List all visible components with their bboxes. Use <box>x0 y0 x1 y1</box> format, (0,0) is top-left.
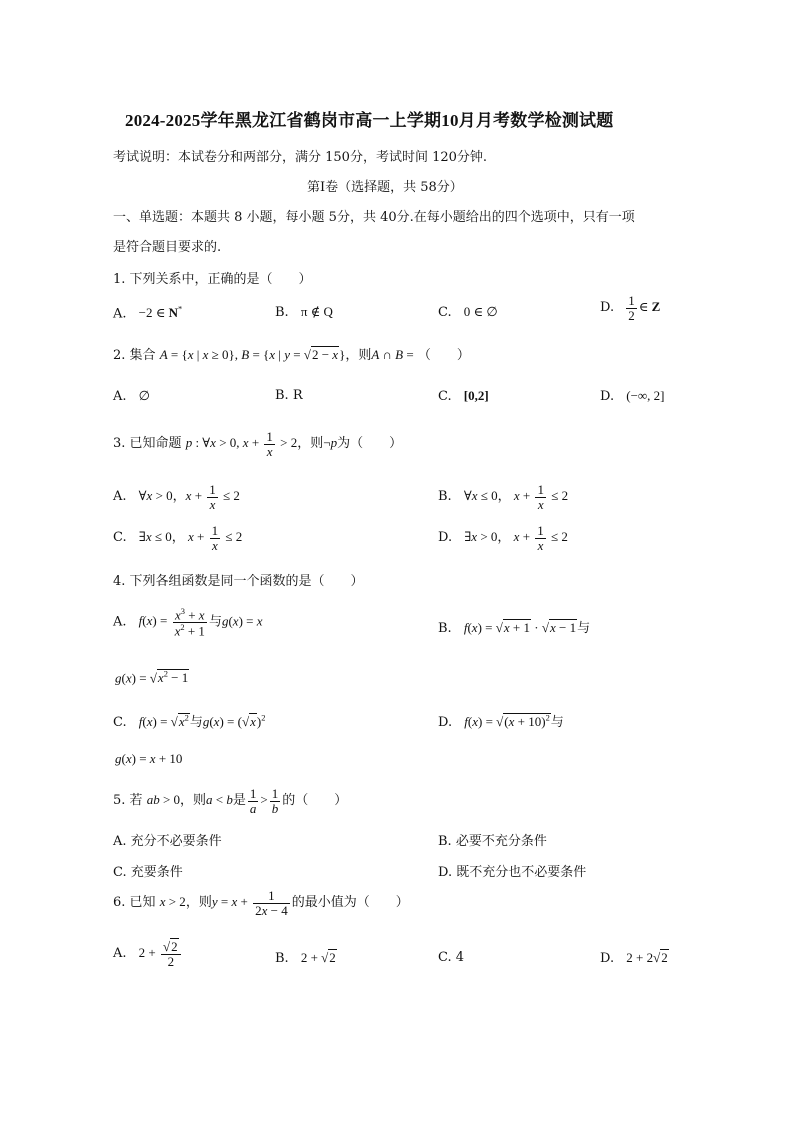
instructions-line-2: 是符合题目要求的. <box>113 240 222 255</box>
formula: 2 + $\frac{√2}{2}$ <box>139 945 183 960</box>
question-4-option-d-continued: g(x) = x + 10 <box>115 751 183 766</box>
question-1-option-b <box>275 304 333 320</box>
stem-text: ，则 <box>345 348 372 363</box>
formula: 2 + 2√2 <box>626 950 668 965</box>
question-6-option-b <box>275 950 337 966</box>
question-3-stem <box>113 430 402 458</box>
option-label: D. <box>438 715 453 730</box>
question-2-option-b: B. R <box>275 388 303 403</box>
stem-text: 与 <box>189 715 203 730</box>
stem-text: ，则 <box>180 793 207 809</box>
option-label: D. <box>438 530 453 546</box>
formula: ∀x ≤ 0， x + $\frac{1}{x}$ ≤ 2 <box>463 482 569 512</box>
stem-text: 6. 已知 <box>113 895 156 911</box>
section-title: 第Ⅰ卷（选择题，共 58分） <box>307 180 463 195</box>
document-title: 2024-2025学年黑龙江省鹤岗市高一上学期10月月考数学检测试题 <box>125 111 614 130</box>
formula: $f(x) = √(x + 10)^2$ <box>464 712 550 729</box>
option-label: D. <box>600 300 615 316</box>
formula: ab > 0 <box>146 792 181 808</box>
formula: ∅ <box>138 388 150 403</box>
question-4-option-b-continued: $g(x) = √x^2 - 1$ <box>115 669 189 686</box>
option-label: A. <box>113 306 127 322</box>
stem-text: 与 <box>550 715 564 730</box>
formula: x > 2 <box>159 894 186 910</box>
option-label: D. <box>600 951 615 966</box>
stem-text: 与 <box>208 614 222 630</box>
question-5-option-a: A. 充分不必要条件 <box>113 834 222 849</box>
stem-text: 是 <box>232 793 246 809</box>
question-5-option-c: C. 充要条件 <box>113 865 183 880</box>
question-6-option-c: C. 4 <box>438 950 465 965</box>
formula: ¬p <box>323 435 338 451</box>
question-4-option-d <box>438 711 564 730</box>
formula: [0,2] <box>463 388 489 403</box>
formula: $g(x) = (√x)^2$ <box>202 712 266 729</box>
formula: $\frac{1}{a}$ > $\frac{1}{b}$ <box>249 786 279 816</box>
question-1-stem: 1. 下列关系中，正确的是（ ） <box>113 272 312 287</box>
formula: f(x) = $\frac{x^3 + x}{x^2 + 1}$ <box>138 606 205 639</box>
formula: p : ∀x > 0, x + $\frac{1}{x}$ > 2 <box>185 429 298 459</box>
question-1-option-d <box>600 294 660 322</box>
option-label: A. <box>113 614 127 630</box>
stem-text: ，则 <box>185 895 212 911</box>
stem-text: 5. 若 <box>113 793 143 809</box>
question-2-option-c <box>438 388 489 404</box>
question-2-stem <box>113 344 470 363</box>
question-6-option-a <box>113 940 183 968</box>
question-4-option-c <box>113 711 265 730</box>
option-label: C. <box>438 305 452 320</box>
question-3-option-a <box>113 483 240 511</box>
option-label: D. <box>600 389 615 404</box>
stem-text: ，则 <box>297 436 324 452</box>
question-4-stem: 4. 下列各组函数是同一个函数的是（ ） <box>113 574 364 589</box>
formula: −2 ∈ N* <box>138 304 183 321</box>
question-3-option-c <box>113 524 242 552</box>
option-label: B. <box>275 951 289 966</box>
question-3-option-b <box>438 483 568 511</box>
question-5-option-b: B. 必要不充分条件 <box>438 834 547 849</box>
instructions-line-1: 一、单选题：本题共 8 小题，每小题 5分，共 40分.在每小题给出的四个选项中，只有一项 <box>113 210 635 225</box>
formula: f(x) = √x + 1 · √x − 1 <box>463 620 577 635</box>
question-6-option-d <box>600 950 669 966</box>
option-label: A. <box>113 946 127 962</box>
formula: ∀x > 0，x + $\frac{1}{x}$ ≤ 2 <box>138 482 240 512</box>
option-label: C. <box>438 389 452 404</box>
stem-text: 的（ ） <box>282 793 348 809</box>
formula: a < b <box>206 792 233 808</box>
formula: $f(x) = √x^2$ <box>138 712 189 729</box>
question-6-stem <box>113 889 409 917</box>
option-label: B. <box>275 305 289 320</box>
formula: A = {x | x ≥ 0}, B = {x | y = √2 − x} <box>159 347 346 362</box>
option-label: C. <box>113 715 127 730</box>
question-1-option-a <box>113 304 182 321</box>
formula: (−∞, 2] <box>626 388 665 403</box>
stem-text: （ ） <box>417 348 470 363</box>
formula: ∃x ≤ 0， x + $\frac{1}{x}$ ≤ 2 <box>138 523 243 553</box>
formula: $\frac{1}{2}$ ∈ Z <box>628 293 661 323</box>
formula: 0 ∈ ∅ <box>463 304 498 319</box>
formula: ∃x > 0， x + $\frac{1}{x}$ ≤ 2 <box>464 523 568 553</box>
option-label: C. <box>113 530 127 546</box>
formula: g(x) = x <box>221 613 263 629</box>
question-1-option-c <box>438 304 498 320</box>
option-label: A. <box>113 489 127 505</box>
stem-text: 3. 已知命题 <box>113 436 182 452</box>
question-4-option-b <box>438 617 590 636</box>
option-label: B. <box>438 489 452 505</box>
formula: A ∩ B = <box>371 347 414 362</box>
stem-text: 的最小值为（ ） <box>291 895 409 911</box>
option-label: A. <box>113 389 127 404</box>
question-2-option-d <box>600 388 665 404</box>
formula: 2 + √2 <box>300 950 336 965</box>
question-2-option-a <box>113 388 150 404</box>
exam-note: 考试说明：本试卷分和两部分，满分 150分，考试时间 120分钟. <box>113 150 488 165</box>
formula: π ∉ Q <box>300 304 333 319</box>
question-5-stem <box>113 787 347 815</box>
stem-text: 2. 集合 <box>113 348 156 363</box>
stem-text: 与 <box>577 621 591 636</box>
option-label: B. <box>438 621 452 636</box>
question-3-option-d <box>438 524 568 552</box>
formula: y = x + $\frac{1}{2x - 4}$ <box>211 888 288 918</box>
question-5-option-d: D. 既不充分也不必要条件 <box>438 865 587 880</box>
stem-text: 为（ ） <box>337 436 403 452</box>
question-4-option-a <box>113 607 263 638</box>
